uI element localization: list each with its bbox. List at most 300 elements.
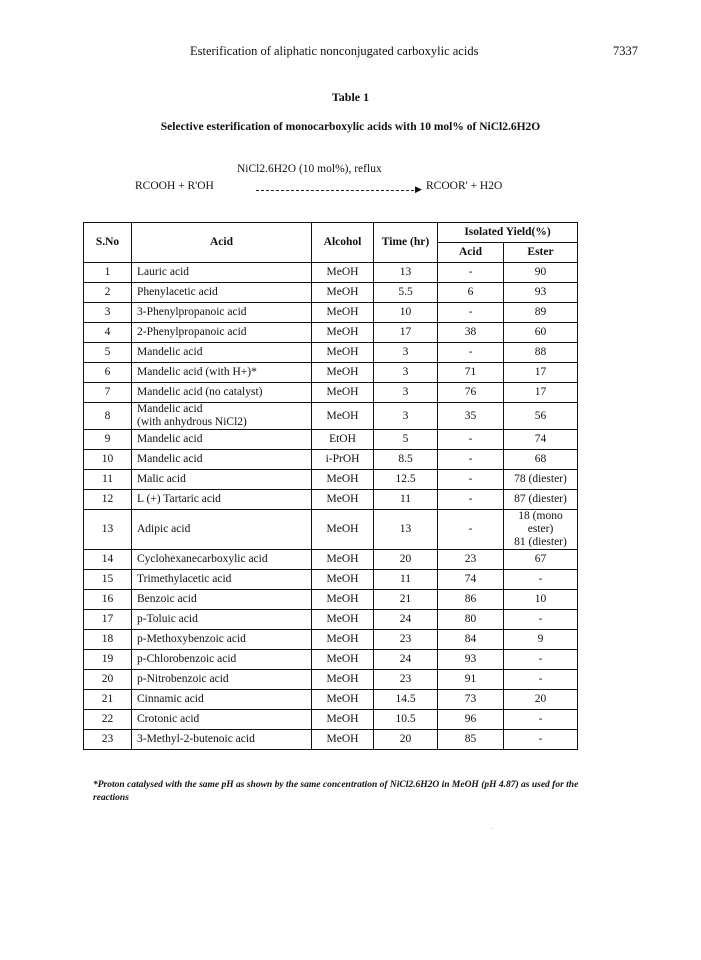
cell-line: 14.5 [395, 693, 416, 705]
cell-acid [132, 610, 312, 630]
cell-yield-ester [504, 570, 578, 590]
cell-yield-ester [504, 710, 578, 730]
cell-line: 93 [534, 286, 547, 298]
cell-line: p-Methoxybenzoic acid [137, 633, 246, 645]
cell-sno [84, 470, 132, 490]
cell-line: ester) [527, 523, 554, 535]
cell-yield-acid [438, 590, 504, 610]
cell-sno [84, 730, 132, 750]
cell-line: 8.5 [398, 453, 413, 465]
cell-alcohol [312, 710, 374, 730]
cell-line: 10 [101, 453, 114, 465]
cell-line: 8 [104, 409, 111, 422]
cell-alcohol [312, 323, 374, 343]
cell-line: 17 [399, 326, 412, 338]
cell-line: 20 [399, 733, 412, 745]
table-row [84, 303, 578, 323]
cell-line: Mandelic acid [137, 403, 203, 415]
cell-line: 16 [101, 593, 114, 605]
cell-alcohol [312, 510, 374, 550]
cell-line: Adipic acid [137, 523, 191, 535]
cell-line: - [468, 453, 473, 465]
cell-time [374, 730, 438, 750]
cell-line: - [468, 523, 473, 535]
cell-line: 35 [464, 409, 477, 422]
cell-line: 13 [399, 266, 412, 278]
running-head [0, 44, 701, 60]
cell-yield-acid [438, 303, 504, 323]
cell-line: Mandelic acid (no catalyst) [137, 386, 263, 398]
cell-line: 23 [399, 633, 412, 645]
cell-line: 12.5 [395, 473, 416, 485]
cell-yield-acid [438, 630, 504, 650]
cell-yield-ester [504, 550, 578, 570]
cell-yield-ester [504, 590, 578, 610]
cell-line: - [468, 266, 473, 278]
cell-alcohol [312, 303, 374, 323]
table-row [84, 730, 578, 750]
cell-line: 2 [104, 286, 111, 298]
cell-alcohol [312, 570, 374, 590]
cell-line: MeOH [326, 733, 359, 745]
cell-time [374, 590, 438, 610]
cell-yield-ester [504, 450, 578, 470]
cell-alcohol [312, 550, 374, 570]
cell-line: 89 [534, 306, 547, 318]
cell-time [374, 263, 438, 283]
cell-line: - [468, 473, 473, 485]
cell-line: 76 [464, 386, 477, 398]
cell-yield-acid [438, 283, 504, 303]
cell-sno [84, 710, 132, 730]
cell-sno [84, 570, 132, 590]
table-row [84, 630, 578, 650]
cell-line: 3 [402, 346, 409, 358]
cell-yield-acid [438, 490, 504, 510]
cell-time [374, 650, 438, 670]
table-row [84, 490, 578, 510]
cell-line: 3-Methyl-2-butenoic acid [137, 733, 255, 745]
cell-line: Benzoic acid [137, 593, 197, 605]
cell-sno [84, 630, 132, 650]
cell-time [374, 690, 438, 710]
cell-line: MeOH [326, 523, 359, 535]
cell-line: 84 [464, 633, 477, 645]
cell-line: EtOH [329, 433, 356, 445]
cell-line: MeOH [326, 693, 359, 705]
cell-line: 2-Phenylpropanoic acid [137, 326, 247, 338]
cell-line: 13 [399, 523, 412, 535]
table-row [84, 710, 578, 730]
table-row [84, 403, 578, 430]
cell-sno [84, 690, 132, 710]
cell-line: MeOH [326, 673, 359, 685]
cell-line: MeOH [326, 326, 359, 338]
cell-line: p-Chlorobenzoic acid [137, 653, 237, 665]
cell-alcohol [312, 343, 374, 363]
cell-yield-acid [438, 450, 504, 470]
cell-acid [132, 730, 312, 750]
cell-time [374, 343, 438, 363]
cell-time [374, 450, 438, 470]
cell-line: 10 [399, 306, 412, 318]
cell-line: 80 [464, 613, 477, 625]
cell-line: Mandelic acid [137, 453, 203, 465]
cell-sno [84, 670, 132, 690]
cell-time [374, 323, 438, 343]
cell-acid [132, 363, 312, 383]
cell-line: - [538, 673, 543, 685]
cell-acid [132, 670, 312, 690]
table-row [84, 383, 578, 403]
cell-yield-acid [438, 710, 504, 730]
column-header-yield-acid: Acid [438, 243, 504, 263]
cell-line: i-PrOH [325, 453, 360, 465]
cell-line: 11 [399, 573, 412, 585]
table-row [84, 670, 578, 690]
cell-alcohol [312, 630, 374, 650]
cell-alcohol [312, 730, 374, 750]
column-header-alcohol: Alcohol [312, 223, 374, 263]
cell-yield-ester [504, 470, 578, 490]
cell-time [374, 610, 438, 630]
cell-alcohol [312, 650, 374, 670]
cell-line: MeOH [326, 493, 359, 505]
cell-line: 74 [464, 573, 477, 585]
cell-yield-ester [504, 670, 578, 690]
cell-line: MeOH [326, 553, 359, 565]
cell-line: - [538, 573, 543, 585]
cell-acid [132, 383, 312, 403]
cell-line: 38 [464, 326, 477, 338]
cell-sno [84, 323, 132, 343]
cell-yield-acid [438, 470, 504, 490]
cell-sno [84, 343, 132, 363]
table-row [84, 283, 578, 303]
cell-alcohol [312, 670, 374, 690]
cell-alcohol [312, 470, 374, 490]
cell-line: 73 [464, 693, 477, 705]
cell-line: 5 [402, 433, 409, 445]
cell-line: Mandelic acid [137, 346, 203, 358]
cell-time [374, 403, 438, 430]
cell-time [374, 363, 438, 383]
cell-yield-ester [504, 650, 578, 670]
cell-line: 18 (mono [518, 510, 563, 522]
cell-line: 10.5 [395, 713, 416, 725]
cell-time [374, 710, 438, 730]
cell-yield-ester [504, 323, 578, 343]
cell-line: 86 [464, 593, 477, 605]
cell-time [374, 510, 438, 550]
cell-yield-acid [438, 263, 504, 283]
cell-line: p-Toluic acid [137, 613, 198, 625]
cell-line: Phenylacetic acid [137, 286, 218, 298]
table-row [84, 650, 578, 670]
cell-alcohol [312, 490, 374, 510]
table-row [84, 590, 578, 610]
cell-acid [132, 283, 312, 303]
cell-line: MeOH [326, 409, 359, 422]
cell-yield-ester [504, 403, 578, 430]
column-header-sno: S.No [84, 223, 132, 263]
cell-yield-acid [438, 670, 504, 690]
cell-line: 85 [464, 733, 477, 745]
cell-yield-ester [504, 510, 578, 550]
cell-sno [84, 450, 132, 470]
cell-line: 3 [402, 409, 409, 422]
cell-line: 68 [534, 453, 547, 465]
cell-time [374, 430, 438, 450]
cell-line: 78 (diester) [514, 473, 567, 485]
cell-line: 10 [534, 593, 547, 605]
table-row [84, 690, 578, 710]
cell-line: MeOH [326, 366, 359, 378]
cell-yield-ester [504, 610, 578, 630]
cell-line: 96 [464, 713, 477, 725]
cell-time [374, 570, 438, 590]
table-row [84, 450, 578, 470]
cell-yield-ester [504, 303, 578, 323]
cell-line: 12 [101, 493, 114, 505]
cell-line: Trimethylacetic acid [137, 573, 232, 585]
cell-sno [84, 263, 132, 283]
column-header-yield-ester: Ester [504, 243, 578, 263]
cell-alcohol [312, 610, 374, 630]
cell-line: 14 [101, 553, 114, 565]
cell-yield-ester [504, 730, 578, 750]
cell-acid [132, 403, 312, 430]
cell-line: MeOH [326, 386, 359, 398]
cell-time [374, 490, 438, 510]
cell-line: - [468, 346, 473, 358]
cell-acid [132, 650, 312, 670]
cell-sno [84, 590, 132, 610]
table-caption: Selective esterification of monocarboxylic acids with 10 mol% of NiCl2.6H2O [160, 121, 541, 133]
cell-alcohol [312, 383, 374, 403]
cell-yield-acid [438, 323, 504, 343]
cell-line: 21 [399, 593, 412, 605]
cell-yield-acid [438, 430, 504, 450]
cell-line: Cinnamic acid [137, 693, 204, 705]
cell-line: 90 [534, 266, 547, 278]
cell-line: (with anhydrous NiCl2) [137, 416, 247, 428]
cell-line: MeOH [326, 573, 359, 585]
cell-line: 3 [402, 386, 409, 398]
cell-line: Mandelic acid (with H+)* [137, 366, 257, 378]
cell-yield-ester [504, 343, 578, 363]
cell-sno [84, 303, 132, 323]
cell-line: 17 [534, 366, 547, 378]
cell-alcohol [312, 283, 374, 303]
cell-line: 19 [101, 653, 114, 665]
cell-line: 15 [101, 573, 114, 585]
cell-line: - [538, 733, 543, 745]
cell-sno [84, 430, 132, 450]
cell-alcohol [312, 690, 374, 710]
cell-line: MeOH [326, 286, 359, 298]
cell-line: 4 [104, 326, 111, 338]
reaction-products: RCOOR' + H2O [426, 180, 503, 192]
cell-line: Crotonic acid [137, 713, 200, 725]
cell-yield-ester [504, 690, 578, 710]
cell-sno [84, 403, 132, 430]
cell-yield-ester [504, 283, 578, 303]
cell-line: 3 [402, 366, 409, 378]
cell-line: 7 [104, 386, 111, 398]
cell-line: MeOH [326, 593, 359, 605]
cell-acid [132, 710, 312, 730]
cell-line: MeOH [326, 306, 359, 318]
cell-line: 23 [399, 673, 412, 685]
cell-line: - [538, 613, 543, 625]
cell-yield-acid [438, 690, 504, 710]
cell-acid [132, 510, 312, 550]
cell-yield-ester [504, 490, 578, 510]
arrow-head-icon: ▶ [415, 184, 422, 194]
cell-line: 6 [467, 286, 474, 298]
table-row [84, 470, 578, 490]
cell-yield-acid [438, 570, 504, 590]
results-table [83, 222, 578, 750]
cell-line: 71 [464, 366, 477, 378]
cell-line: - [468, 433, 473, 445]
cell-yield-acid [438, 730, 504, 750]
cell-line: 17 [534, 386, 547, 398]
cell-line: 6 [104, 366, 111, 378]
cell-line: - [538, 653, 543, 665]
cell-line: 60 [534, 326, 547, 338]
cell-line: 22 [101, 713, 114, 725]
cell-acid [132, 570, 312, 590]
cell-yield-acid [438, 403, 504, 430]
cell-sno [84, 650, 132, 670]
cell-line: 5 [104, 346, 111, 358]
table-row [84, 363, 578, 383]
cell-acid [132, 630, 312, 650]
cell-acid [132, 470, 312, 490]
cell-line: 81 (diester) [514, 536, 567, 548]
cell-acid [132, 303, 312, 323]
cell-acid [132, 690, 312, 710]
cell-alcohol [312, 363, 374, 383]
cell-alcohol [312, 403, 374, 430]
cell-line: 18 [101, 633, 114, 645]
cell-time [374, 470, 438, 490]
table-row [84, 570, 578, 590]
cell-yield-ester [504, 630, 578, 650]
cell-line: 5.5 [398, 286, 413, 298]
cell-line: 20 [399, 553, 412, 565]
cell-line: MeOH [326, 266, 359, 278]
cell-line: 23 [101, 733, 114, 745]
stray-mark [492, 828, 493, 829]
cell-acid [132, 343, 312, 363]
cell-line: 3 [104, 306, 111, 318]
cell-acid [132, 490, 312, 510]
cell-line: 13 [101, 523, 114, 535]
cell-line: 3-Phenylpropanoic acid [137, 306, 247, 318]
cell-line: MeOH [326, 633, 359, 645]
cell-line: MeOH [326, 613, 359, 625]
table-row [84, 343, 578, 363]
cell-sno [84, 383, 132, 403]
cell-acid [132, 323, 312, 343]
cell-line: 20 [101, 673, 114, 685]
cell-line: - [538, 713, 543, 725]
cell-line: 1 [104, 266, 111, 278]
cell-line: MeOH [326, 653, 359, 665]
cell-time [374, 630, 438, 650]
cell-line: 74 [534, 433, 547, 445]
cell-line: 87 (diester) [514, 493, 567, 505]
cell-yield-acid [438, 343, 504, 363]
cell-line: MeOH [326, 473, 359, 485]
cell-line: Lauric acid [137, 266, 190, 278]
reaction-conditions: NiCl2.6H2O (10 mol%), reflux [237, 163, 382, 175]
cell-sno [84, 490, 132, 510]
cell-yield-acid [438, 550, 504, 570]
cell-line: 11 [399, 493, 412, 505]
table-row [84, 550, 578, 570]
cell-line: 23 [464, 553, 477, 565]
table-row [84, 430, 578, 450]
running-title: Esterification of aliphatic nonconjugated carboxylic acids [190, 44, 479, 58]
cell-line: 9 [537, 633, 544, 645]
cell-line: 88 [534, 346, 547, 358]
cell-yield-acid [438, 383, 504, 403]
table-row [84, 610, 578, 630]
reaction-reactants: RCOOH + R'OH [135, 180, 214, 192]
cell-line: Cyclohexanecarboxylic acid [137, 553, 268, 565]
cell-acid [132, 263, 312, 283]
cell-line: 17 [101, 613, 114, 625]
cell-line: L (+) Tartaric acid [137, 493, 221, 505]
table-body [84, 263, 578, 750]
cell-yield-acid [438, 510, 504, 550]
cell-sno [84, 510, 132, 550]
cell-line: 93 [464, 653, 477, 665]
cell-line: 56 [534, 409, 547, 422]
cell-alcohol [312, 450, 374, 470]
page-number: 7337 [613, 44, 638, 58]
cell-line: Malic acid [137, 473, 186, 485]
cell-line: 9 [104, 433, 111, 445]
cell-yield-acid [438, 363, 504, 383]
cell-time [374, 670, 438, 690]
cell-acid [132, 450, 312, 470]
cell-line: 11 [101, 473, 114, 485]
cell-acid [132, 430, 312, 450]
cell-line: MeOH [326, 346, 359, 358]
cell-yield-ester [504, 383, 578, 403]
cell-time [374, 550, 438, 570]
cell-alcohol [312, 263, 374, 283]
cell-sno [84, 550, 132, 570]
cell-alcohol [312, 430, 374, 450]
column-header-acid: Acid [132, 223, 312, 263]
cell-sno [84, 363, 132, 383]
table-row [84, 323, 578, 343]
cell-line: 24 [399, 653, 412, 665]
cell-sno [84, 610, 132, 630]
cell-sno [84, 283, 132, 303]
reaction-arrow [256, 190, 419, 191]
cell-yield-acid [438, 650, 504, 670]
cell-yield-ester [504, 263, 578, 283]
cell-line: Mandelic acid [137, 433, 203, 445]
cell-acid [132, 550, 312, 570]
